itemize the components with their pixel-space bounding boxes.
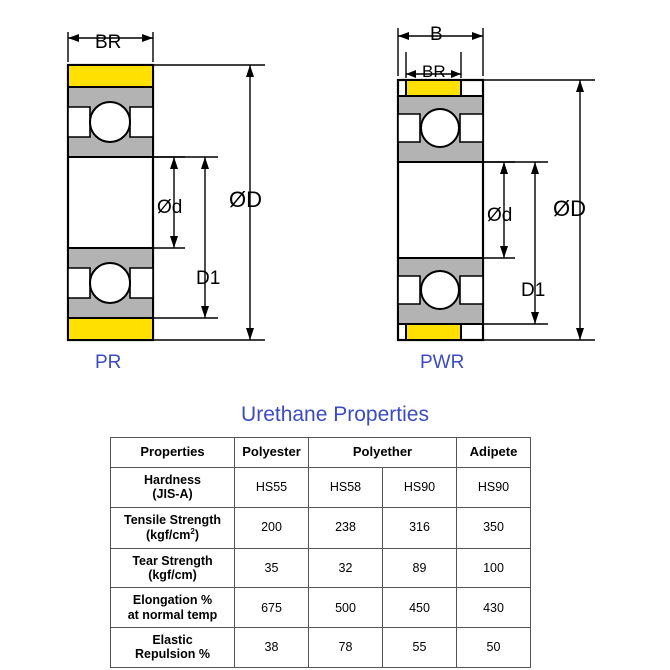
cell-value: 35: [235, 548, 309, 588]
pwr-ball-bottom: [421, 271, 459, 309]
cell-value: HS90: [383, 467, 457, 507]
pr-ball-bottom: [90, 263, 130, 303]
pwr-part-label: PWR: [420, 352, 465, 373]
header-adipete: Adipete: [457, 438, 531, 468]
urethane-properties-table: [110, 437, 531, 668]
pr-ball-top: [90, 102, 130, 142]
row-label-line2: Repulsion %: [134, 647, 210, 662]
pr-part-label: PR: [95, 352, 122, 373]
cell-value: 350: [457, 507, 531, 548]
cell-value: 78: [309, 628, 383, 668]
cell-value: 500: [309, 588, 383, 628]
table-row: [111, 628, 531, 668]
row-label-line2: (kgf/cm): [148, 567, 197, 582]
row-label-tensile-strength: [111, 507, 235, 548]
row-label-line2: at normal temp: [127, 607, 218, 622]
pwr-urethane-bottom: [406, 324, 461, 340]
row-label-line2: (JIS-A): [152, 487, 193, 502]
cell-value: 55: [383, 628, 457, 668]
table-row: [111, 548, 531, 588]
row-label-line1: Tear Strength: [132, 553, 213, 568]
table-header-row: [111, 438, 531, 468]
table-row: [111, 467, 531, 507]
cell-value: 89: [383, 548, 457, 588]
cell-value: HS58: [309, 467, 383, 507]
header-properties: Properties: [111, 438, 235, 468]
pr-label-D1: D1: [196, 268, 221, 289]
row-label-unit-end: ): [194, 528, 200, 543]
cell-value: 238: [309, 507, 383, 548]
pr-dim-D1: [153, 157, 221, 318]
cell-value: 32: [309, 548, 383, 588]
table-row: [111, 588, 531, 628]
table-row: [111, 507, 531, 548]
pwr-cross-section: [398, 80, 483, 340]
row-label-tear-strength: [111, 548, 235, 588]
cell-value: 38: [235, 628, 309, 668]
pwr-urethane-top: [406, 80, 461, 96]
pwr-ball-top: [421, 109, 459, 147]
pwr-label-BR: BR: [422, 62, 446, 81]
pwr-label-Od: Ød: [487, 205, 513, 226]
pr-urethane-top: [68, 65, 153, 87]
row-label-line1: Elastic: [152, 633, 193, 648]
pwr-label-B: B: [430, 24, 443, 45]
pr-label-BR: BR: [95, 32, 122, 53]
urethane-properties-table-wrap: [110, 437, 530, 668]
pr-label-OD: ØD: [229, 187, 262, 212]
cell-value: 316: [383, 507, 457, 548]
urethane-properties-title: Urethane Properties: [241, 403, 429, 426]
row-label-hardness: [111, 467, 235, 507]
cell-value: 675: [235, 588, 309, 628]
cell-value: 450: [383, 588, 457, 628]
row-label-elongation: [111, 588, 235, 628]
pr-label-Od: Ød: [157, 197, 183, 218]
header-polyether: Polyether: [309, 438, 457, 468]
pr-bearing-drawing: [50, 10, 340, 410]
pwr-label-D1: D1: [521, 280, 546, 301]
pr-urethane-bottom: [68, 318, 153, 340]
row-label-unit: (kgf/cm: [145, 528, 191, 543]
cell-value: 50: [457, 628, 531, 668]
row-label-line1: Tensile Strength: [123, 512, 221, 527]
cell-value: 100: [457, 548, 531, 588]
row-label-line1: Hardness: [144, 472, 201, 487]
pr-cross-section: [68, 65, 153, 340]
row-label-line1: Elongation %: [132, 593, 213, 608]
header-polyester: Polyester: [235, 438, 309, 468]
row-label-line2: [114, 527, 231, 543]
cell-value: 430: [457, 588, 531, 628]
pwr-label-OD: ØD: [553, 196, 586, 221]
cell-value: HS55: [235, 467, 309, 507]
cell-value: HS90: [457, 467, 531, 507]
row-label-sup: 2: [190, 527, 195, 537]
row-label-elastic-repulsion: [111, 628, 235, 668]
cell-value: 200: [235, 507, 309, 548]
